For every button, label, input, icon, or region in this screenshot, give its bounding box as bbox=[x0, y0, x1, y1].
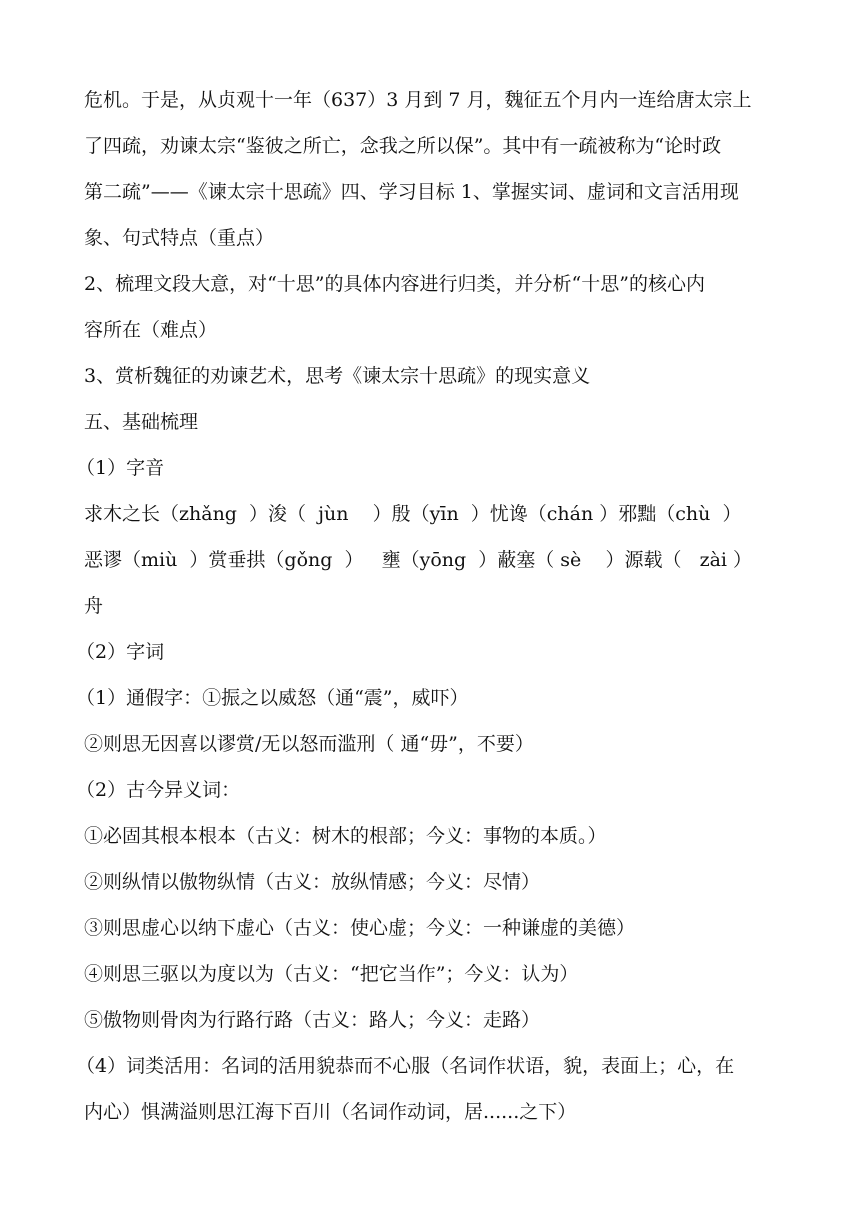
paragraph-line: 第二疏”——《谏太宗十思疏》四、学习目标 1、掌握实词、虚词和文言活用现 bbox=[84, 181, 739, 203]
subsection-heading: （2）古今异义词： bbox=[76, 779, 241, 801]
section-heading: 五、基础梳理 bbox=[84, 411, 199, 433]
vocabulary-line: ④则思三驱以为度以为（古义：“把它当作”；今义：认为） bbox=[84, 963, 579, 985]
vocabulary-line: ①必固其根本根本（古义：树木的根部；今义：事物的本质。） bbox=[84, 825, 607, 847]
vocabulary-line: ②则思无因喜以谬赏/无以怒而滥刑（ 通“毋”，不要） bbox=[84, 733, 534, 755]
vocabulary-line: ②则纵情以傲物纵情（古义：放纵情感；今义：尽情） bbox=[84, 871, 541, 893]
vocabulary-line: ⑤傲物则骨肉为行路行路（古义：路人；今义：走路） bbox=[84, 1009, 541, 1031]
paragraph-line: 危机。于是，从贞观十一年（637）3 月到 7 月，魏征五个月内一连给唐太宗上 bbox=[84, 89, 752, 111]
vocabulary-line: （4）词类活用：名词的活用貌恭而不心服（名词作状语，貌，表面上；心，在 bbox=[76, 1055, 735, 1077]
pronunciation-line: 舟 bbox=[84, 595, 104, 617]
objective-item: 2、梳理文段大意，对“十思”的具体内容进行归类，并分析“十思”的核心内 bbox=[84, 273, 705, 295]
subsection-heading: （2）字词 bbox=[76, 641, 165, 663]
vocabulary-line: （1）通假字：①振之以威怒（通“震”，威吓） bbox=[76, 687, 469, 709]
paragraph-line: 象、句式特点（重点） bbox=[84, 227, 275, 249]
paragraph-line: 了四疏，劝谏太宗“鉴彼之所亡，念我之所以保”。其中有一疏被称为“论时政 bbox=[84, 135, 722, 157]
vocabulary-line: ③则思虚心以纳下虚心（古义：使心虚；今义：一种谦虚的美德） bbox=[84, 917, 636, 939]
subsection-heading: （1）字音 bbox=[76, 457, 165, 479]
pronunciation-line: 求木之长（zhǎng ）浚（ jùn ）殷（yīn ）忧谗（chán ）邪黜（chù ） bbox=[84, 503, 742, 525]
pronunciation-line: 恶谬（miù ）赏垂拱（gǒng ） 壅（yōng ）蔽塞（ sè ）源载（ zài ） bbox=[84, 549, 753, 571]
objective-item: 容所在（难点） bbox=[84, 319, 218, 341]
objective-item: 3、赏析魏征的劝谏艺术，思考《谏太宗十思疏》的现实意义 bbox=[84, 365, 591, 387]
vocabulary-line: 内心）惧满溢则思江海下百川（名词作动词，居......之下） bbox=[84, 1101, 577, 1123]
